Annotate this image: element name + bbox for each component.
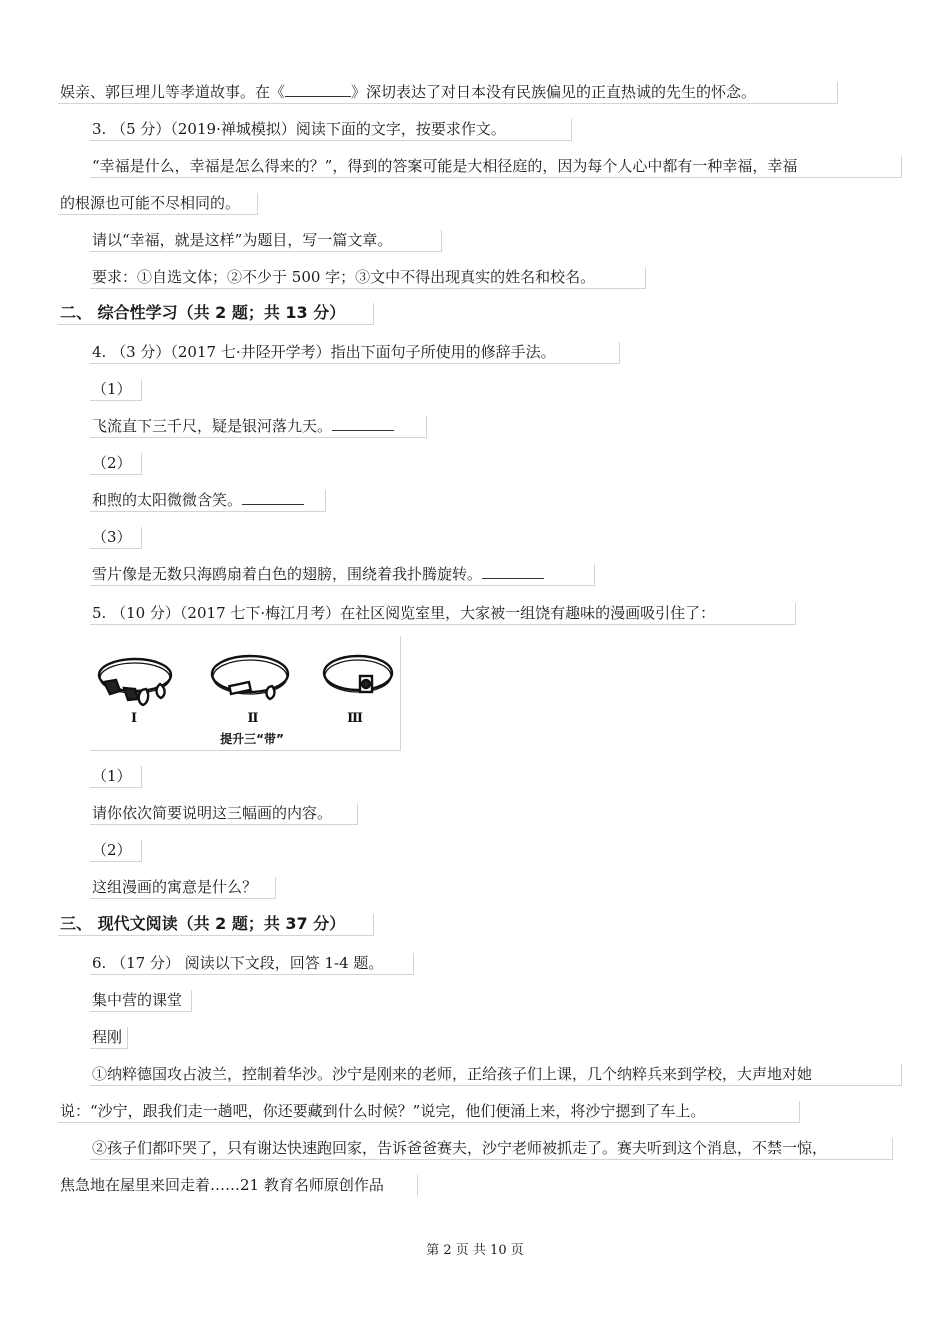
comic-caption: 提升三“带” [220,732,284,746]
page-footer: 第 2 页 共 10 页 [426,1243,524,1258]
sub-question-3: （3） [90,527,142,549]
answer-blank[interactable] [242,490,304,505]
paragraph-line: 的根源也可能不尽相同的。 [58,193,258,215]
question-3: 3. （5 分）（2019·禅城模拟）阅读下面的文字，按要求作文。 [90,119,572,141]
comic-image [90,636,401,751]
question-line: 请你依次简要说明这三幅画的内容。 [90,803,358,825]
paragraph-line: ②孩子们都吓哭了，只有谢达快速跑回家，告诉爸爸赛夫，沙宁老师被抓走了。赛夫听到这个消息，不禁一惊， [90,1138,893,1160]
paragraph-line: 请以“幸福，就是这样”为题目，写一篇文章。 [90,230,442,252]
paragraph-line: 焦急地在屋里来回走着……21 教育名师原创作品 [58,1175,418,1196]
sub-question-2: （2） [90,840,142,862]
question-line: 飞流直下三千尺，疑是银河落九天。 [90,416,427,438]
comic-label-3: Ⅲ [347,711,363,726]
paragraph-line: ①纳粹德国攻占波兰，控制着华沙。沙宁是刚来的老师，正给孩子们上课，几个纳粹兵来到学校，大声地对她 [90,1064,902,1086]
question-line: 雪片像是无数只海鸥扇着白色的翅膀，围绕着我扑腾旋转。 [90,564,595,586]
section-heading-3: 三、 现代文阅读（共 2 题；共 37 分） [58,914,374,936]
passage-author: 程刚 [90,1027,128,1049]
comic-label-2: Ⅱ [247,711,259,726]
question-4: 4. （3 分）（2017 七·井陉开学考）指出下面句子所使用的修辞手法。 [90,342,620,364]
sub-question-2: （2） [90,453,142,475]
section-heading-2: 二、 综合性学习（共 2 题；共 13 分） [58,303,374,325]
question-line: 和煦的太阳微微含笑。 [90,490,326,512]
paragraph-line: 说：“沙宁，跟我们走一趟吧，你还要藏到什么时候？”说完，他们便涌上来，将沙宁摁到了车上。 [58,1101,800,1123]
comic-illustration [90,636,401,751]
question-line: 这组漫画的寓意是什么？ [90,877,276,899]
question-5: 5. （10 分）（2017 七下·梅江月考）在社区阅览室里，大家被一组饶有趣味的漫画吸引住了： [90,603,796,625]
comic-label-1: Ⅰ [130,711,138,726]
passage-title: 集中营的课堂 [90,990,192,1012]
answer-blank[interactable] [285,82,351,97]
answer-blank[interactable] [482,564,544,579]
sub-question-1: （1） [90,379,142,401]
sub-question-1: （1） [90,766,142,788]
answer-blank[interactable] [332,416,394,431]
paragraph-line: 要求：①自选文体；②不少于 500 字；③文中不得出现真实的姓名和校名。 [90,267,646,289]
question-6: 6. （17 分） 阅读以下文段，回答 1-4 题。 [90,953,414,975]
text-line: 娱亲、郭巨埋儿等孝道故事。在《 》深切表达了对日本没有民族偏见的正直热诚的先生的怀念。 [58,82,838,104]
paragraph-line: “幸福是什么，幸福是怎么得来的？”，得到的答案可能是大相径庭的，因为每个人心中都有一种幸福，幸福 [90,156,902,178]
